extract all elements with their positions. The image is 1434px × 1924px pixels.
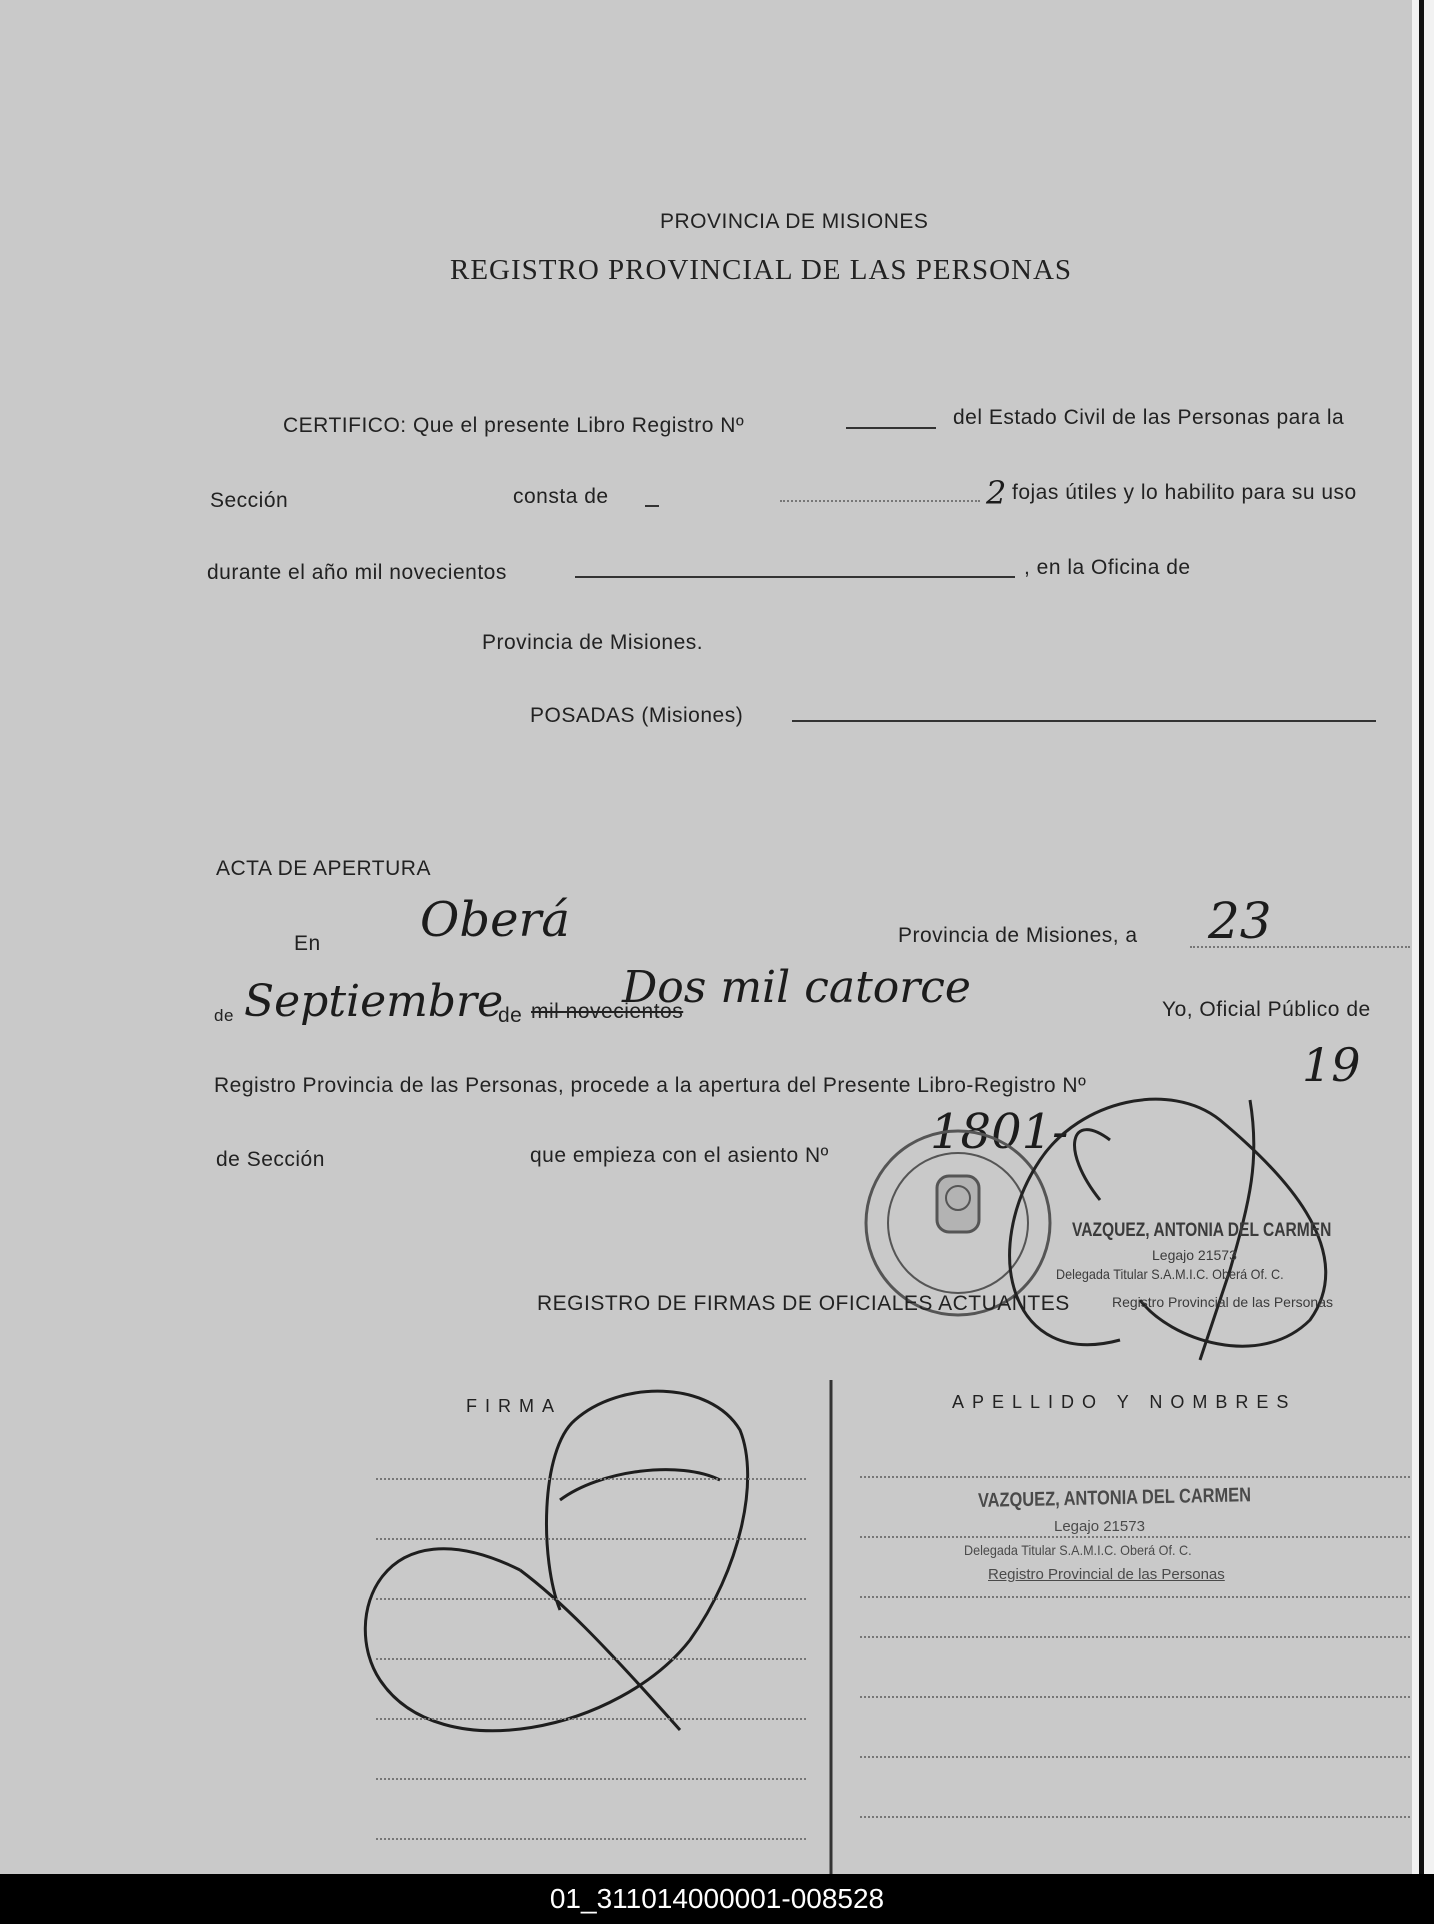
acta-title: ACTA DE APERTURA [216, 857, 431, 880]
firma-row-line [376, 1478, 806, 1480]
lower-stamp-name: VAZQUEZ, ANTONIA DEL CARMEN [977, 1484, 1252, 1512]
certificate-line2-c: fojas útiles y lo habilito para su uso [1012, 481, 1357, 504]
certificate-line2-a: Sección [210, 489, 289, 512]
certificate-line3-b: , en la Oficina de [1024, 556, 1191, 579]
column-firma-header: FIRMA [466, 1396, 562, 1416]
nombres-row-line [860, 1636, 1410, 1638]
page-edge-shadow [1419, 0, 1424, 1874]
stamp-role: Delegada Titular S.A.M.I.C. Oberá Of. C. [1056, 1266, 1284, 1282]
nombres-row-line [860, 1756, 1410, 1758]
firma-row-line [376, 1718, 806, 1720]
acta-day-handwritten: 23 [1208, 892, 1272, 950]
province-heading: PROVINCIA DE MISIONES [660, 210, 929, 233]
nombres-row-line [860, 1596, 1410, 1598]
nombres-row-line [860, 1696, 1410, 1698]
acta-de-1: de [214, 1006, 234, 1025]
stamp-name: VAZQUEZ, ANTONIA DEL CARMEN [1072, 1220, 1332, 1241]
acta-struck-text: mil novecientos [531, 1000, 684, 1023]
acta-year-handwritten: Dos mil catorce [622, 962, 971, 1013]
acta-book-handwritten: 19 [1302, 1038, 1361, 1092]
certificate-line3-a: durante el año mil novecientos [207, 561, 507, 584]
registry-heading: REGISTRO PROVINCIAL DE LAS PERSONAS [450, 254, 1073, 286]
signature-firma-icon [365, 1391, 747, 1731]
acta-oficial: Yo, Oficial Público de [1162, 998, 1371, 1021]
acta-place-handwritten: Oberá [420, 892, 571, 948]
stamp-office: Registro Provincial de las Personas [1112, 1294, 1333, 1310]
stamp-legajo: Legajo 21573 [1152, 1247, 1237, 1263]
nombres-row-line [860, 1536, 1410, 1538]
certificate-place: POSADAS (Misiones) [530, 704, 744, 727]
acta-asiento: que empieza con el asiento Nº [530, 1144, 829, 1167]
lower-stamp-office: Registro Provincial de las Personas [988, 1566, 1225, 1583]
scan-id-footer: 01_311014000001-008528 [0, 1874, 1434, 1924]
signatures-title: REGISTRO DE FIRMAS DE OFICIALES ACTUANTES [537, 1292, 1070, 1315]
column-nombres-header: APELLIDO Y NOMBRES [952, 1392, 1297, 1412]
certificate-line1-a: CERTIFICO: Que el presente Libro Registro Nº [283, 414, 745, 437]
certificate-line4: Provincia de Misiones. [482, 631, 704, 654]
lower-stamp-role: Delegada Titular S.A.M.I.C. Oberá Of. C. [964, 1542, 1192, 1558]
acta-registro-line: Registro Provincia de las Personas, procede a la apertura del Presente Libro-Registro Nº [214, 1074, 1087, 1097]
folios-handwritten: 2 [986, 474, 1007, 512]
firma-row-line [376, 1598, 806, 1600]
nombres-row-line [860, 1816, 1410, 1818]
certificate-line1-b: del Estado Civil de las Personas para la [953, 406, 1345, 429]
acta-month-handwritten: Septiembre [244, 976, 504, 1027]
lower-stamp-legajo: Legajo 21573 [1054, 1518, 1145, 1535]
firma-row-line [376, 1838, 806, 1840]
acta-province: Provincia de Misiones, a [898, 924, 1138, 947]
certificate-line2-b: consta de [513, 485, 609, 508]
firma-row-line [376, 1778, 806, 1780]
round-seal-icon [866, 1131, 1050, 1315]
firma-row-line [376, 1538, 806, 1540]
acta-en: En [294, 932, 321, 955]
acta-asiento-handwritten: 1801- [930, 1104, 1069, 1160]
nombres-row-line [860, 1476, 1410, 1478]
acta-de-2: de [498, 1004, 523, 1027]
firma-row-line [376, 1658, 806, 1660]
acta-seccion: de Sección [216, 1148, 325, 1171]
